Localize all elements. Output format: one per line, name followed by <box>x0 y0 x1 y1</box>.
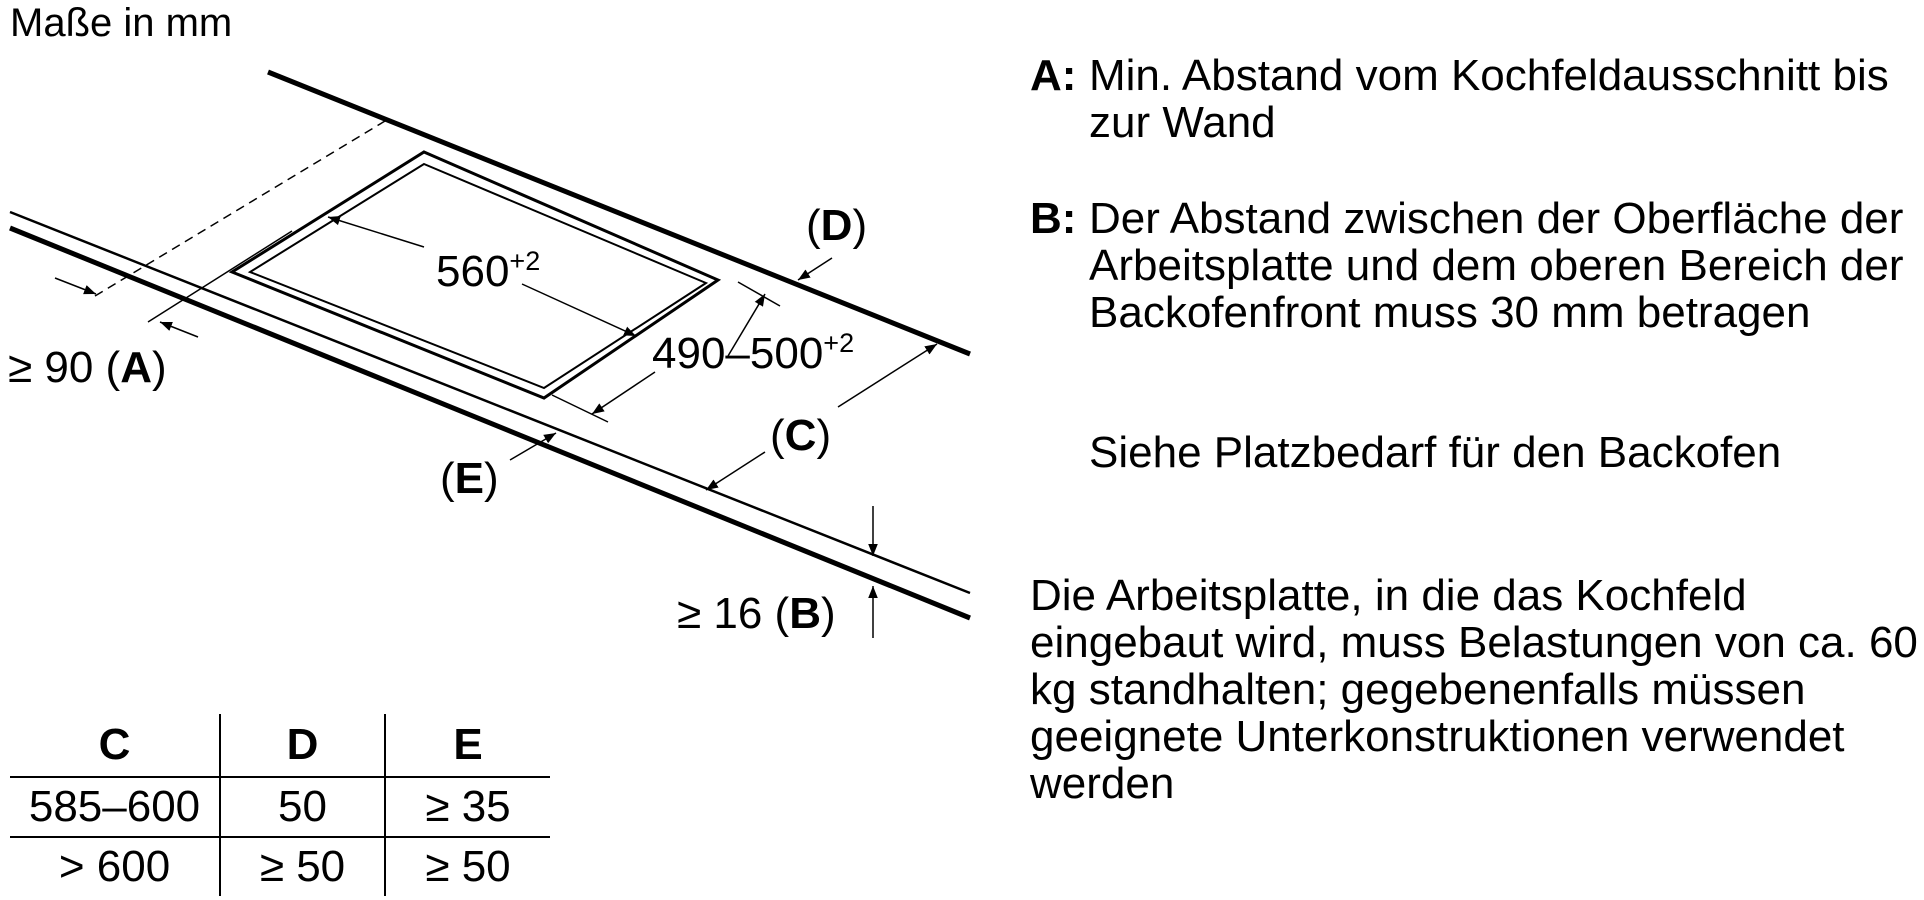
legend-a <box>1030 52 1920 146</box>
wall-reference-dashed-line <box>95 118 390 296</box>
c-label: (C) <box>770 411 832 460</box>
legend-b-key: B: <box>1030 194 1077 243</box>
table-cell: 585–600 <box>10 777 220 837</box>
legend-b <box>1030 195 1920 336</box>
table-header-row <box>10 714 550 777</box>
a-arrow-left <box>55 278 96 294</box>
width-arrow-right <box>522 284 636 336</box>
depth-extension-top <box>738 282 780 306</box>
table-row <box>10 777 550 837</box>
table-cell: ≥ 35 <box>385 777 550 837</box>
legend-see-oven: Siehe Platzbedarf für den Backofen <box>1089 428 1782 477</box>
e-label: (E) <box>440 454 499 503</box>
depth-arrow-bottom <box>592 372 655 414</box>
table-cell: > 600 <box>58 842 171 891</box>
table-header-e: E <box>385 714 550 777</box>
table-cell: 50 <box>220 777 385 837</box>
legend-a-key: A: <box>1030 51 1077 100</box>
b-dimension-label: ≥ 16 (B) <box>677 589 836 638</box>
a-arrow-right <box>160 322 198 337</box>
table-row <box>10 837 550 896</box>
table-header-d: D <box>220 714 385 777</box>
legend-a-text: Min. Abstand vom Kochfeldausschnitt bis zur Wand <box>1089 51 1889 147</box>
table-cell: ≥ 50 <box>220 837 385 896</box>
d-arrow <box>798 258 832 280</box>
table-header-c: C <box>10 714 220 777</box>
dimension-table <box>10 714 550 896</box>
worktop-load-note: Die Arbeitsplatte, in die das Kochfeld eingebaut wird, muss Belastungen von ca. 60 kg standhalten; gegebenenfalls müssen geeignete Unterkonstruktionen verwendet werden <box>1030 571 1918 808</box>
depth-dimension-label: $490-500^{+2}$ <box>652 328 855 378</box>
width-arrow-left <box>328 217 424 247</box>
table-cell: ≥ 50 <box>385 837 550 896</box>
a-dimension-label: ≥ 90 (A) <box>8 343 167 392</box>
c-arrow-bottom <box>706 452 765 490</box>
width-dimension-label: $560^{+2}$ <box>436 246 541 296</box>
units-title: Maße in mm <box>10 1 233 45</box>
d-label: (D) <box>806 201 868 250</box>
legend-b-text: Der Abstand zwischen der Oberfläche der Arbeitsplatte und dem oberen Bereich der Backofenfront muss 30 mm betragen <box>1089 194 1904 337</box>
